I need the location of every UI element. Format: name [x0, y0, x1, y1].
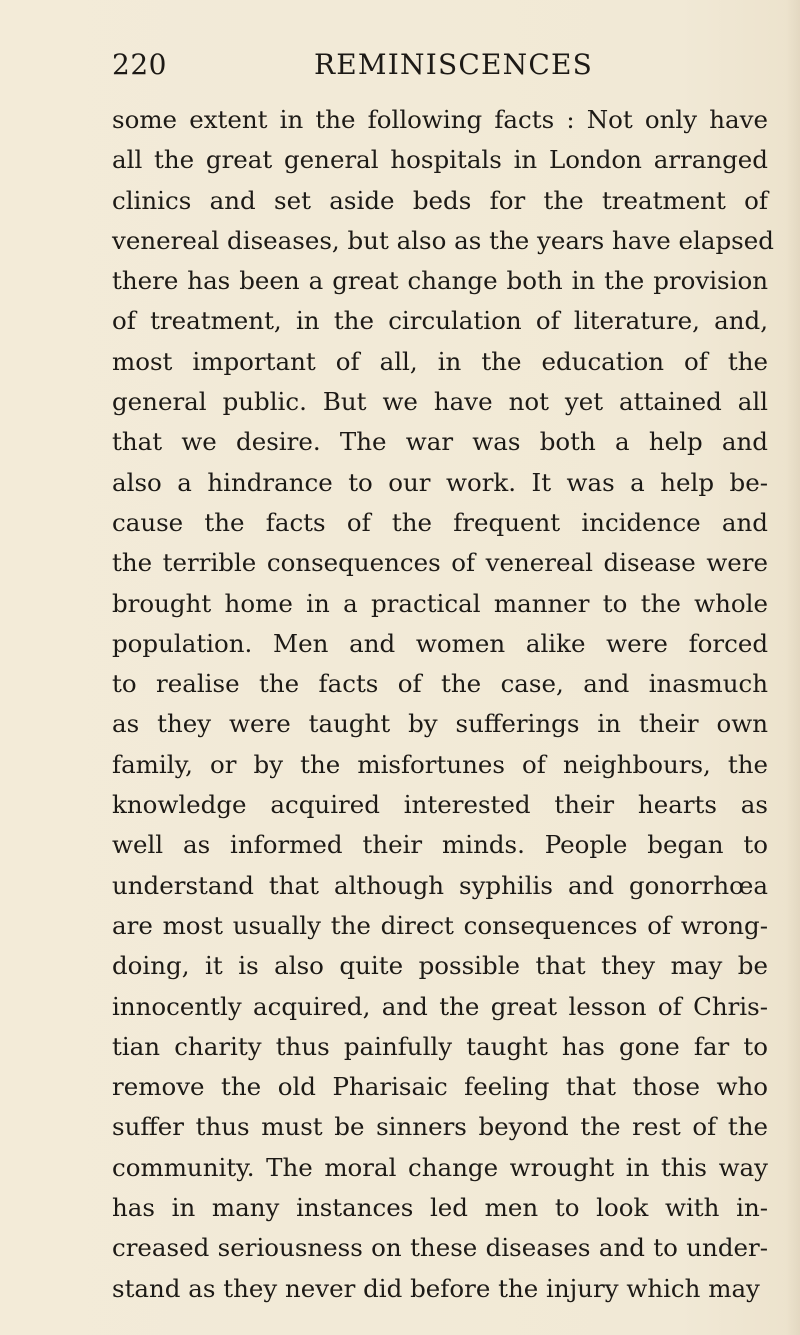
text-line: as they were taught by sufferings in their own — [112, 709, 768, 739]
body-text — [112, 100, 774, 1309]
text-line: some extent in the following facts : Not only have — [112, 105, 768, 134]
text-line: community. The moral change wrought in this way — [112, 1152, 768, 1182]
text-line: suffer thus must be sinners beyond the rest of the — [112, 1112, 768, 1142]
text-line: remove the old Pharisaic feeling that those who — [112, 1072, 768, 1102]
text-line: also a hindrance to our work. It was a help be- — [112, 467, 768, 497]
text-line: well as informed their minds. People began to — [112, 830, 768, 860]
text-line: general public. But we have not yet attained all — [112, 387, 768, 417]
text-line: there has been a great change both in the provision — [112, 266, 768, 296]
page-edge-shadow — [786, 0, 800, 1335]
text-line: doing, it is also quite possible that they may be — [112, 951, 768, 981]
text-line: all the great general hospitals in London arranged — [112, 145, 768, 175]
text-line: innocently acquired, and the great lesson of Chris- — [112, 991, 768, 1021]
text-line: population. Men and women alike were forced — [112, 628, 768, 658]
text-line: the terrible consequences of venereal disease were — [112, 548, 768, 578]
text-line: of treatment, in the circulation of literature, and, — [112, 306, 768, 336]
text-line: venereal diseases, but also as the years have elapsed — [112, 225, 774, 255]
text-line: has in many instances led men to look with in- — [112, 1193, 768, 1223]
text-line: are most usually the direct consequences of wrong- — [112, 910, 768, 940]
text-line: family, or by the misfortunes of neighbours, the — [112, 749, 768, 779]
text-line: to realise the facts of the case, and inasmuch — [112, 669, 768, 699]
text-line: understand that although syphilis and gonorrhœa — [112, 870, 768, 900]
text-line: clinics and set aside beds for the treatment of — [112, 185, 768, 215]
text-line: most important of all, in the education of the — [112, 346, 768, 376]
text-line: that we desire. The war was both a help and — [112, 427, 768, 457]
text-line: tian charity thus painfully taught has gone far to — [112, 1031, 768, 1061]
text-line: brought home in a practical manner to the whole — [112, 588, 768, 618]
text-line: knowledge acquired interested their hearts as — [112, 790, 768, 820]
running-head: REMINISCENCES — [314, 48, 594, 81]
text-line: creased seriousness on these diseases and to under- — [112, 1233, 768, 1263]
page-header — [112, 40, 670, 84]
page-number: 220 — [112, 48, 167, 81]
text-line: stand as they never did before the injury which may — [112, 1273, 760, 1303]
text-line: cause the facts of the frequent incidence and — [112, 507, 768, 537]
